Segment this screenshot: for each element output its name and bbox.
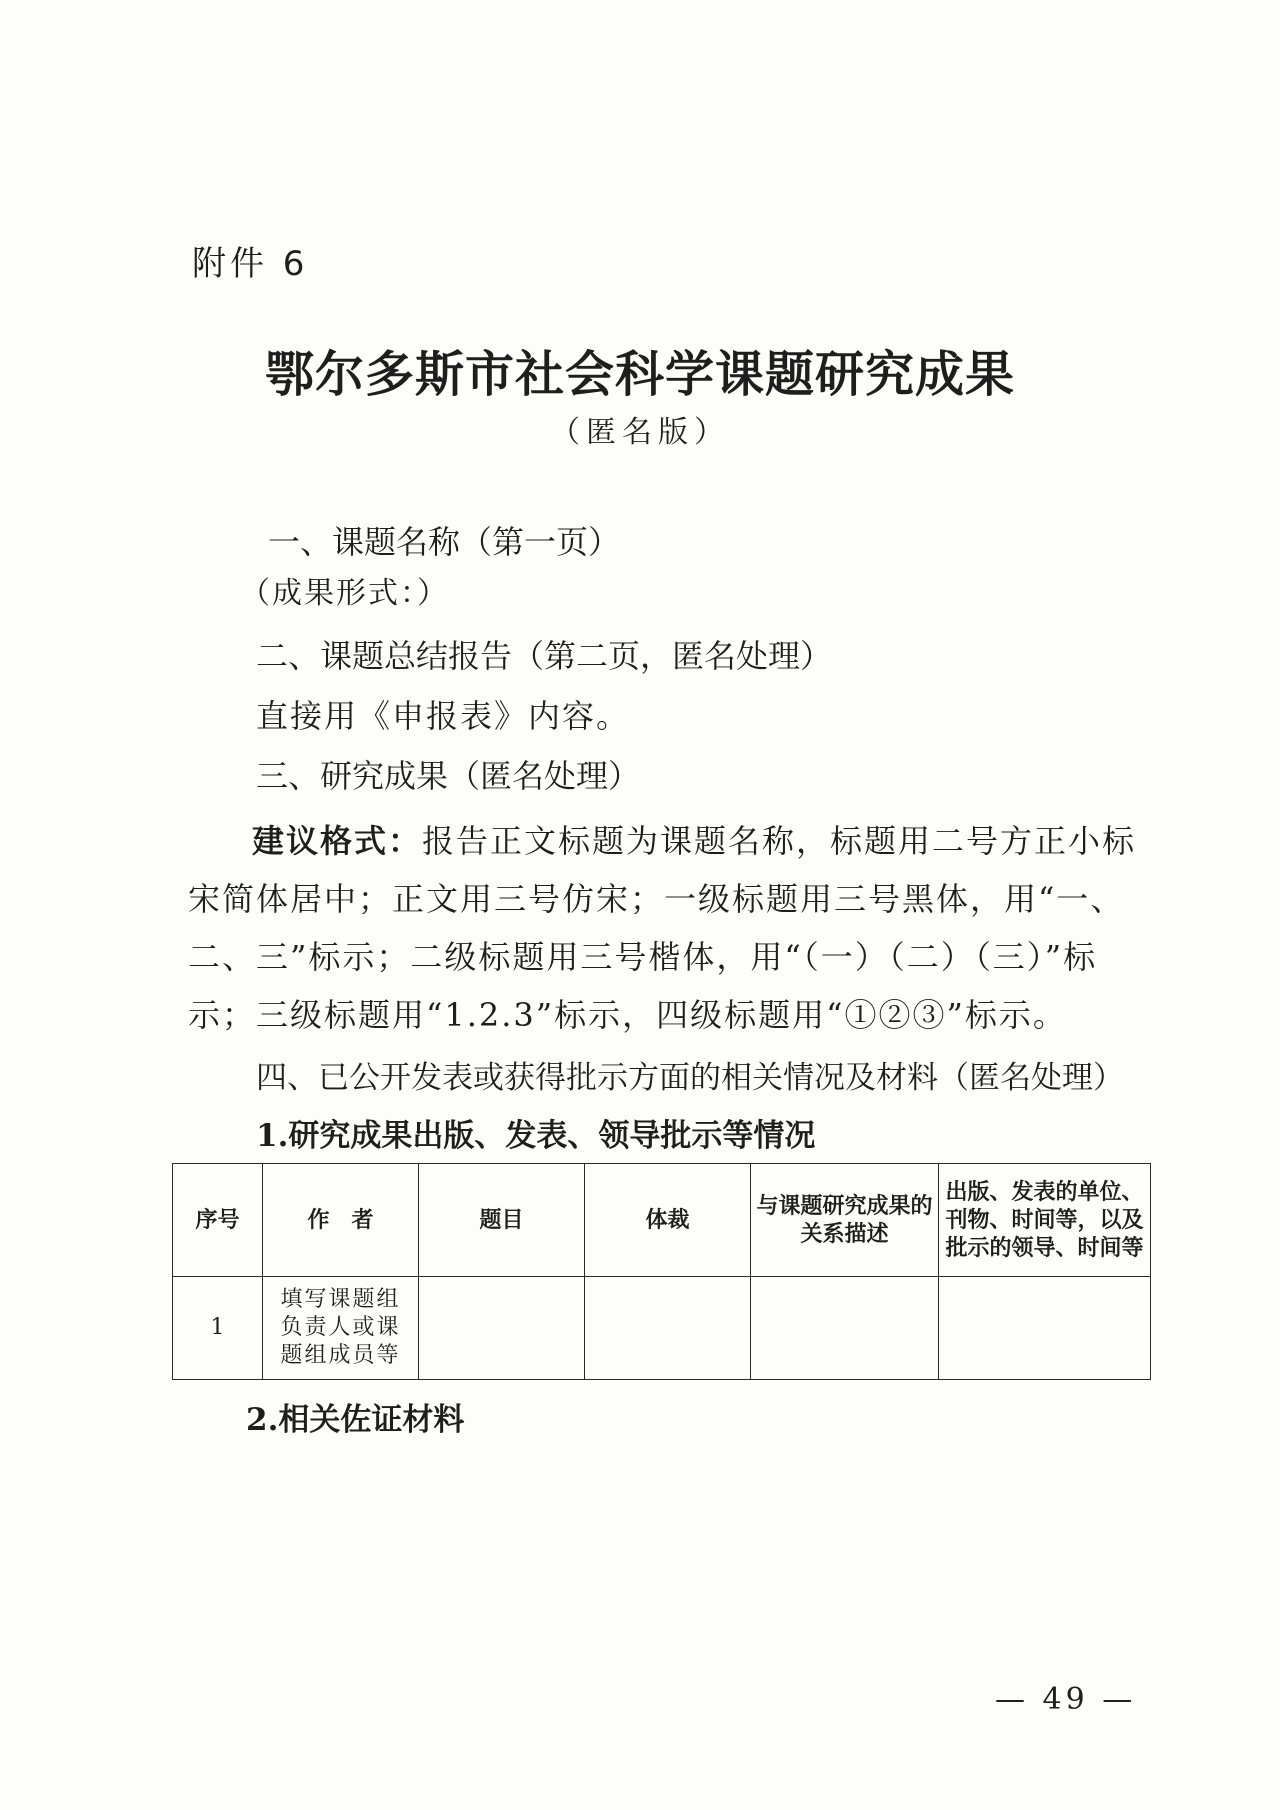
header-author: 作 者 [263, 1164, 419, 1277]
header-genre: 体裁 [585, 1164, 751, 1277]
section-1-note: （成果形式：） [240, 576, 449, 611]
publication-records-table [172, 1163, 1151, 1380]
document-title: 鄂尔多斯市社会科学课题研究成果 [264, 345, 1015, 403]
section-4-subheading-2: 2.相关佐证材料 [246, 1402, 465, 1438]
header-topic: 题目 [419, 1164, 585, 1277]
attachment-label: 附件 6 [192, 244, 309, 284]
page-number: — 49 — [995, 1682, 1137, 1717]
section-1-heading: 一、课题名称（第一页） [268, 523, 621, 561]
cell-topic [419, 1277, 585, 1380]
section-2-body: 直接用《申报表》内容。 [256, 697, 631, 735]
header-serial: 序号 [173, 1164, 263, 1277]
section-4-heading: 四、已公开发表或获得批示方面的相关情况及材料（匿名处理） [256, 1060, 1124, 1096]
cell-publication [939, 1277, 1151, 1380]
section-3-heading: 三、研究成果（匿名处理） [256, 757, 641, 795]
section-2-heading: 二、课题总结报告（第二页，匿名处理） [256, 637, 833, 675]
section-4-subheading-1: 1.研究成果出版、发表、领导批示等情况 [256, 1118, 816, 1154]
header-publication: 出版、发表的单位、刊物、时间等，以及批示的领导、时间等 [939, 1164, 1151, 1277]
document-subtitle: （匿名版） [550, 415, 730, 450]
cell-genre [585, 1277, 751, 1380]
cell-serial: 1 [173, 1277, 263, 1380]
section-3-body: 报告正文标题为课题名称，标题用二号方正小标宋简体居中；正文用三号仿宋；一级标题用三号黑体，用“一、二、三”标示；二级标题用三号楷体，用“（一）（二）（三）”标示；三级标题用“1.2.3”标示，四级标题用“①②③”标示。 [188, 822, 1137, 1034]
cell-relation [751, 1277, 939, 1380]
table-header-row [173, 1164, 1151, 1277]
table-row [173, 1277, 1151, 1380]
header-relation: 与课题研究成果的关系描述 [751, 1164, 939, 1277]
cell-author: 填写课题组负责人或课题组成员等 [263, 1277, 419, 1380]
section-3-label: 建议格式： [252, 822, 423, 860]
section-3-paragraph [188, 812, 1148, 1044]
